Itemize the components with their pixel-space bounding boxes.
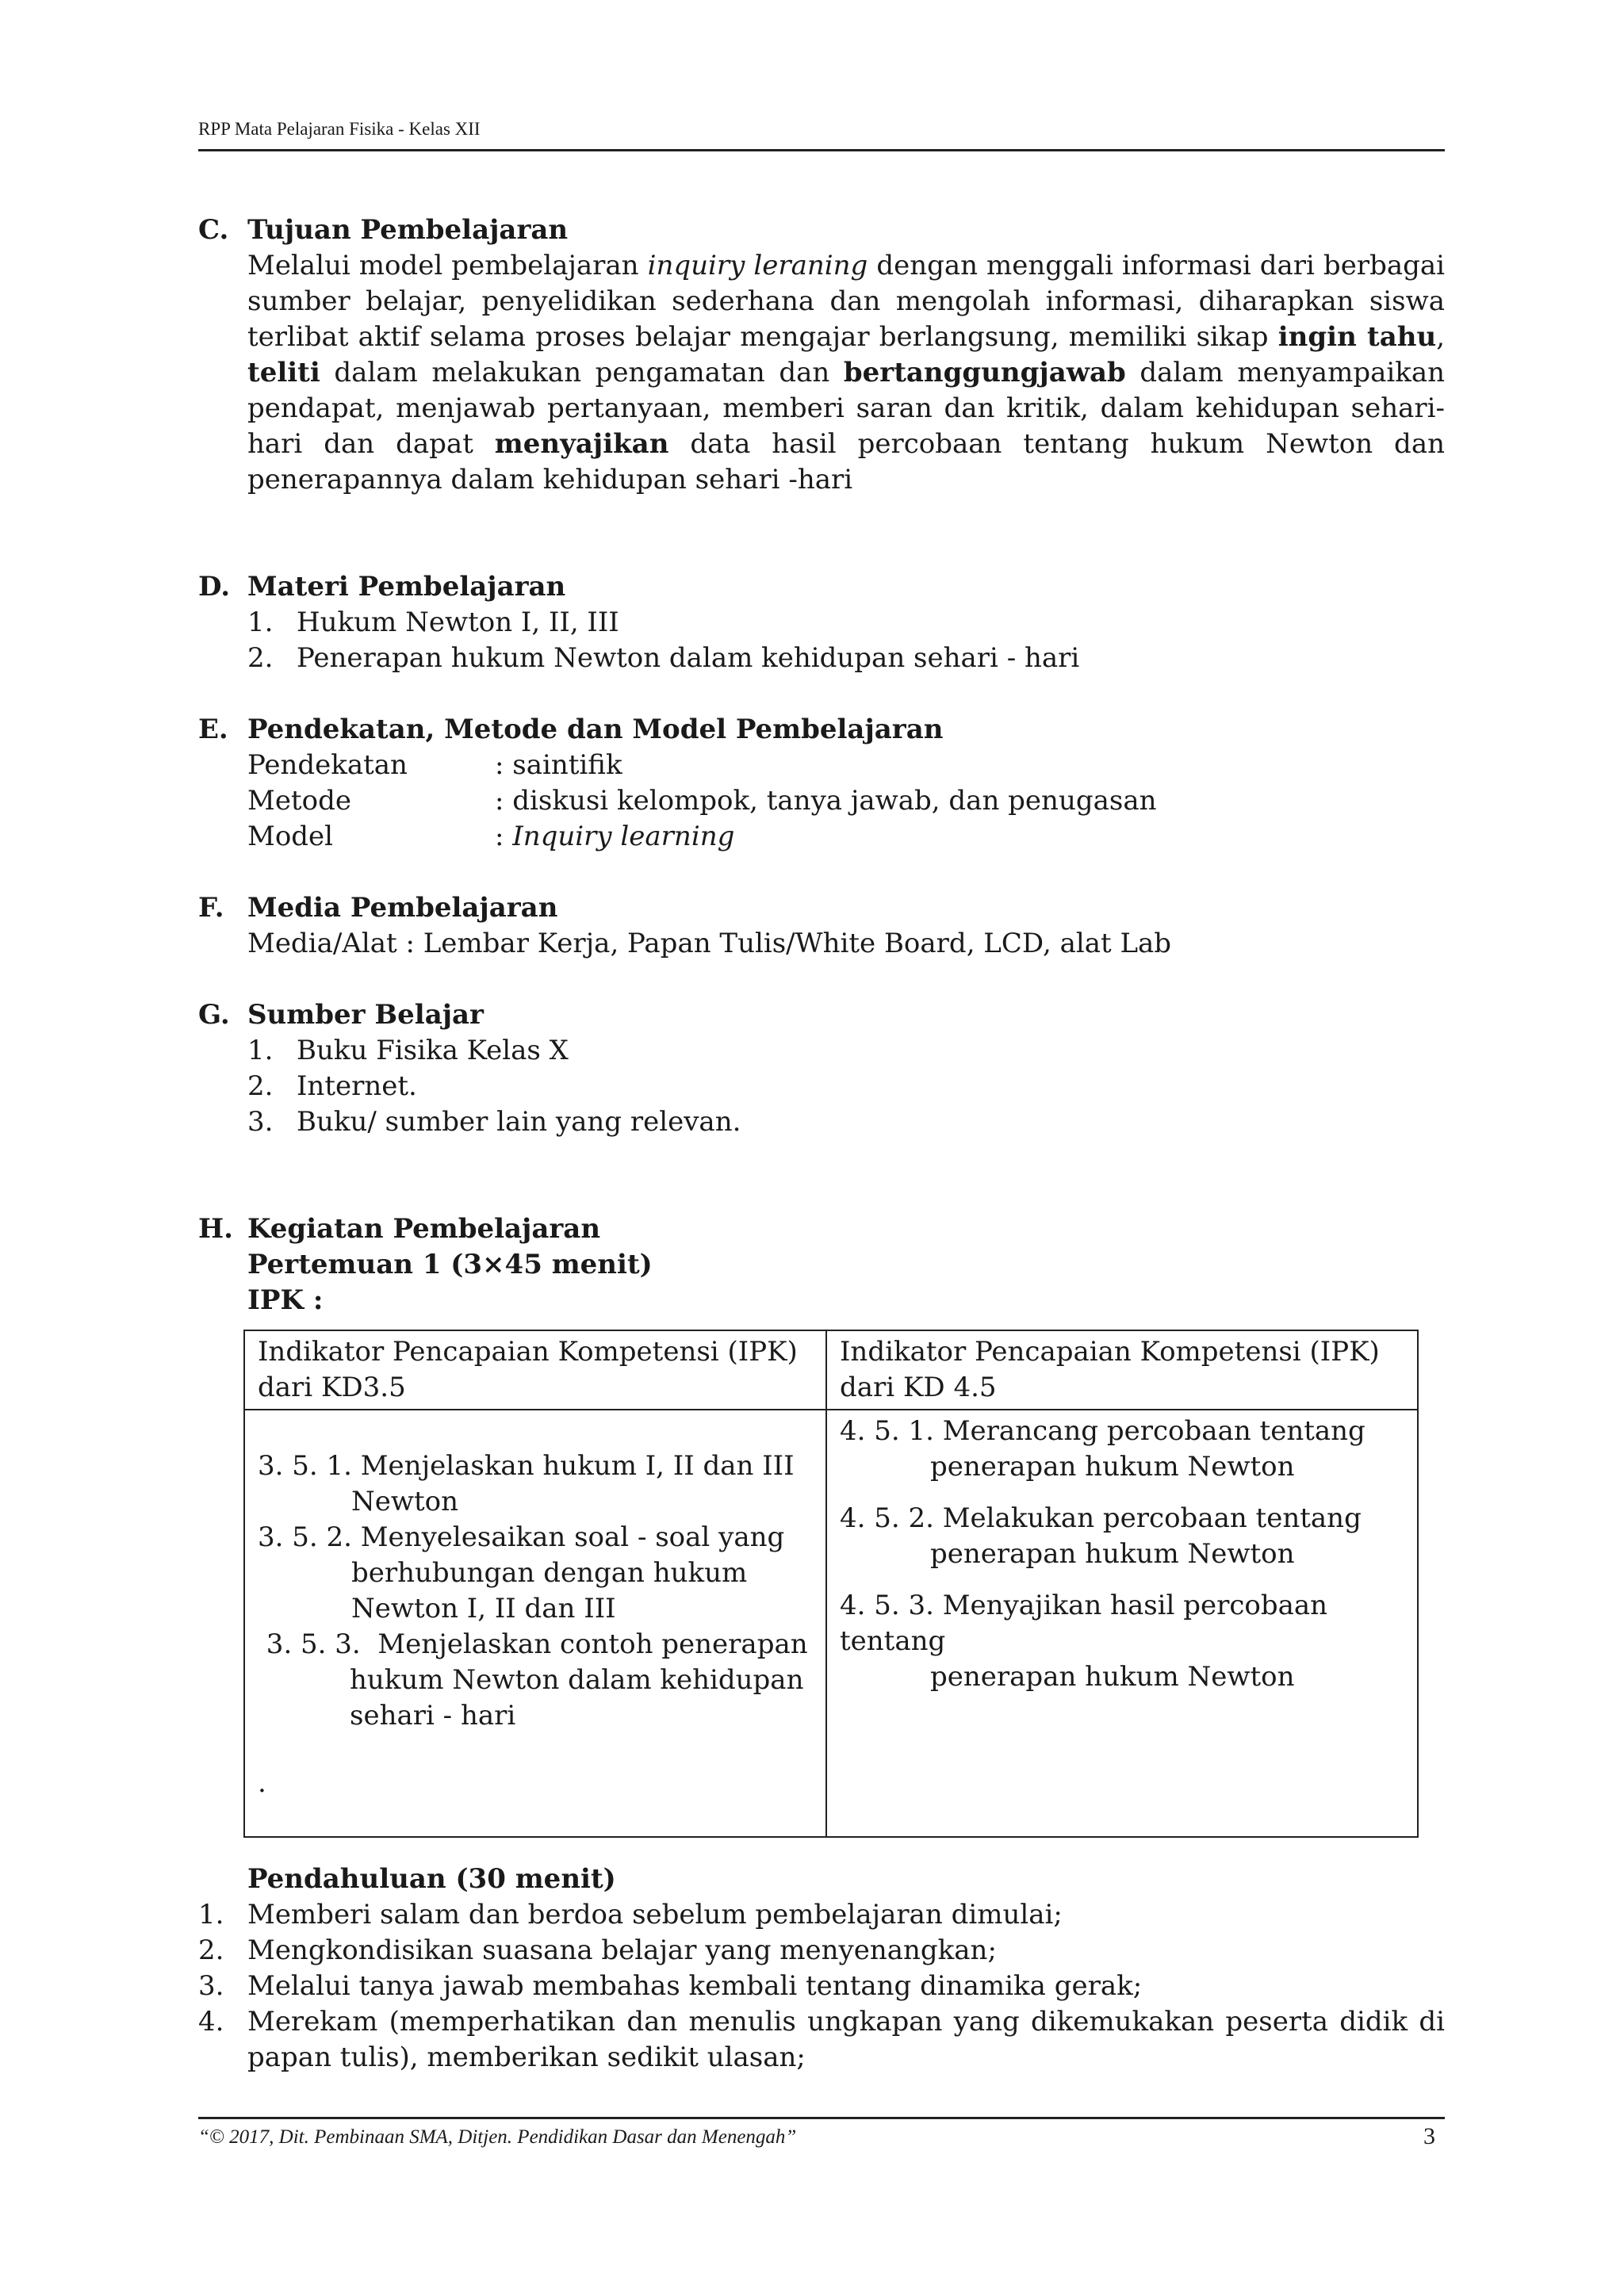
table-cell-kd45 <box>826 1410 1418 1837</box>
section-letter: C. <box>198 214 229 246</box>
text-run-bold: menyajikan <box>494 428 669 460</box>
section-title: Kegiatan Pembelajaran <box>247 1213 601 1245</box>
text-run-bold: bertanggungjawab <box>843 357 1126 388</box>
pendekatan-row: Pendekatan : saintifik <box>247 749 622 781</box>
media-text: Media/Alat : Lembar Kerja, Papan Tulis/White Board, LCD, alat Lab <box>247 928 1172 959</box>
text-run-bold: ingin tahu <box>1277 321 1437 353</box>
pendahuluan-list <box>198 1897 1445 2076</box>
section-title: Tujuan Pembelajaran <box>247 214 569 246</box>
list-item: 2. Penerapan hukum Newton dalam kehidupan sehari - hari <box>247 642 1080 674</box>
table-row <box>244 1410 1418 1837</box>
meeting-title: Pertemuan 1 (3×45 menit) <box>247 1249 653 1280</box>
ipk-label: IPK : <box>247 1284 324 1316</box>
list-item: 1. Hukum Newton I, II, III <box>247 607 619 638</box>
section-letter: H. <box>198 1213 233 1245</box>
text-run: data hasil percobaan tentang hukum Newton dan penerapannya dalam kehidupan sehari -hari <box>247 428 1445 496</box>
section-kegiatan <box>198 1211 1445 1318</box>
page-header: RPP Mata Pelajaran Fisika - Kelas XII <box>198 119 481 139</box>
ipk-item: 4. 5. 2. Melakukan percobaan tentang penerapan hukum Newton <box>840 1502 1362 1570</box>
section-title: Media Pembelajaran <box>247 892 558 924</box>
list-item: 2. Internet. <box>247 1070 417 1102</box>
text-run-bold: teliti <box>247 357 320 388</box>
list-item: 1. Buku Fisika Kelas X <box>247 1035 569 1066</box>
text-run: , <box>1436 321 1445 353</box>
trailing-dot: . <box>258 1767 266 1799</box>
list-item: 1. Memberi salam dan berdoa sebelum pembelajaran dimulai; <box>198 1899 1063 1931</box>
section-title: Materi Pembelajaran <box>247 571 566 603</box>
ipk-table <box>243 1330 1419 1838</box>
section-materi <box>198 569 1445 676</box>
ipk-item: 3. 5. 3. Menjelaskan contoh penerapan hukum Newton dalam kehidupan sehari - hari <box>258 1628 808 1732</box>
document-body <box>198 212 1445 1318</box>
section-title: Sumber Belajar <box>247 999 484 1031</box>
section-title: Pendekatan, Metode dan Model Pembelajaran <box>247 714 944 745</box>
section-pendekatan <box>198 712 1445 855</box>
section-tujuan <box>198 212 1445 498</box>
list-item: 3. Melalui tanya jawab membahas kembali tentang dinamika gerak; <box>198 1970 1143 2002</box>
section-letter: D. <box>198 571 231 603</box>
table-header-cell: Indikator Pencapaian Kompetensi (IPK) dari KD 4.5 <box>826 1330 1418 1410</box>
metode-row: Metode : diskusi kelompok, tanya jawab, dan penugasan <box>247 785 1157 817</box>
list-item: 3. Buku/ sumber lain yang relevan. <box>247 1106 741 1138</box>
section-letter: G. <box>198 999 230 1031</box>
table-header-row <box>244 1330 1418 1410</box>
table-header-cell: Indikator Pencapaian Kompetensi (IPK) dari KD3.5 <box>244 1330 826 1410</box>
list-item: 2. Mengkondisikan suasana belajar yang menyenangkan; <box>198 1934 997 1966</box>
ipk-item: 3. 5. 1. Menjelaskan hukum I, II dan III Newton <box>258 1450 795 1517</box>
ipk-item: 3. 5. 2. Menyelesaikan soal - soal yang berhubungan dengan hukum Newton I, II dan III <box>258 1521 785 1624</box>
model-row: Model : Inquiry learning <box>247 821 735 852</box>
section-letter: F. <box>198 892 224 924</box>
text-run: dalam melakukan pengamatan dan <box>320 357 844 388</box>
ipk-item: 4. 5. 1. Merancang percobaan tentang penerapan hukum Newton <box>840 1415 1365 1483</box>
header-divider <box>198 149 1445 151</box>
page-number: 3 <box>1423 2123 1435 2149</box>
footer-copyright: “© 2017, Dit. Pembinaan SMA, Ditjen. Pendidikan Dasar dan Menengah” <box>198 2126 797 2148</box>
section-sumber <box>198 997 1445 1140</box>
footer-divider <box>198 2117 1445 2119</box>
materi-list <box>247 605 1445 676</box>
text-run: dengan menggali informasi dari berbagai sumber belajar, penyelidikan sederhana dan mengolah informasi, diharapkan siswa terlibat aktif selama proses belajar mengajar berlangsung, memiliki sikap <box>247 250 1446 353</box>
text-run: dalam menyampaikan pendapat, menjawab pertanyaan, memberi saran dan kritik, dalam kehidupan sehari-hari dan dapat <box>247 357 1446 460</box>
sumber-list <box>247 1033 1445 1140</box>
ipk-item: 4. 5. 3. Menyajikan hasil percobaan tentang penerapan hukum Newton <box>840 1590 1328 1693</box>
text-run: Melalui model pembelajaran <box>247 250 648 281</box>
text-run-italic: inquiry leraning <box>647 250 868 281</box>
section-media <box>198 890 1445 962</box>
tujuan-paragraph <box>247 248 1445 498</box>
pendahuluan-section <box>198 1862 1445 2076</box>
list-item: 4. Merekam (memperhatikan dan menulis ungkapan yang dikemukakan peserta didik di papan tulis), memberikan sedikit ulasan; <box>198 2006 1445 2073</box>
pendahuluan-title: Pendahuluan (30 menit) <box>247 1863 616 1895</box>
table-cell-kd35 <box>244 1410 826 1837</box>
section-letter: E. <box>198 714 228 745</box>
